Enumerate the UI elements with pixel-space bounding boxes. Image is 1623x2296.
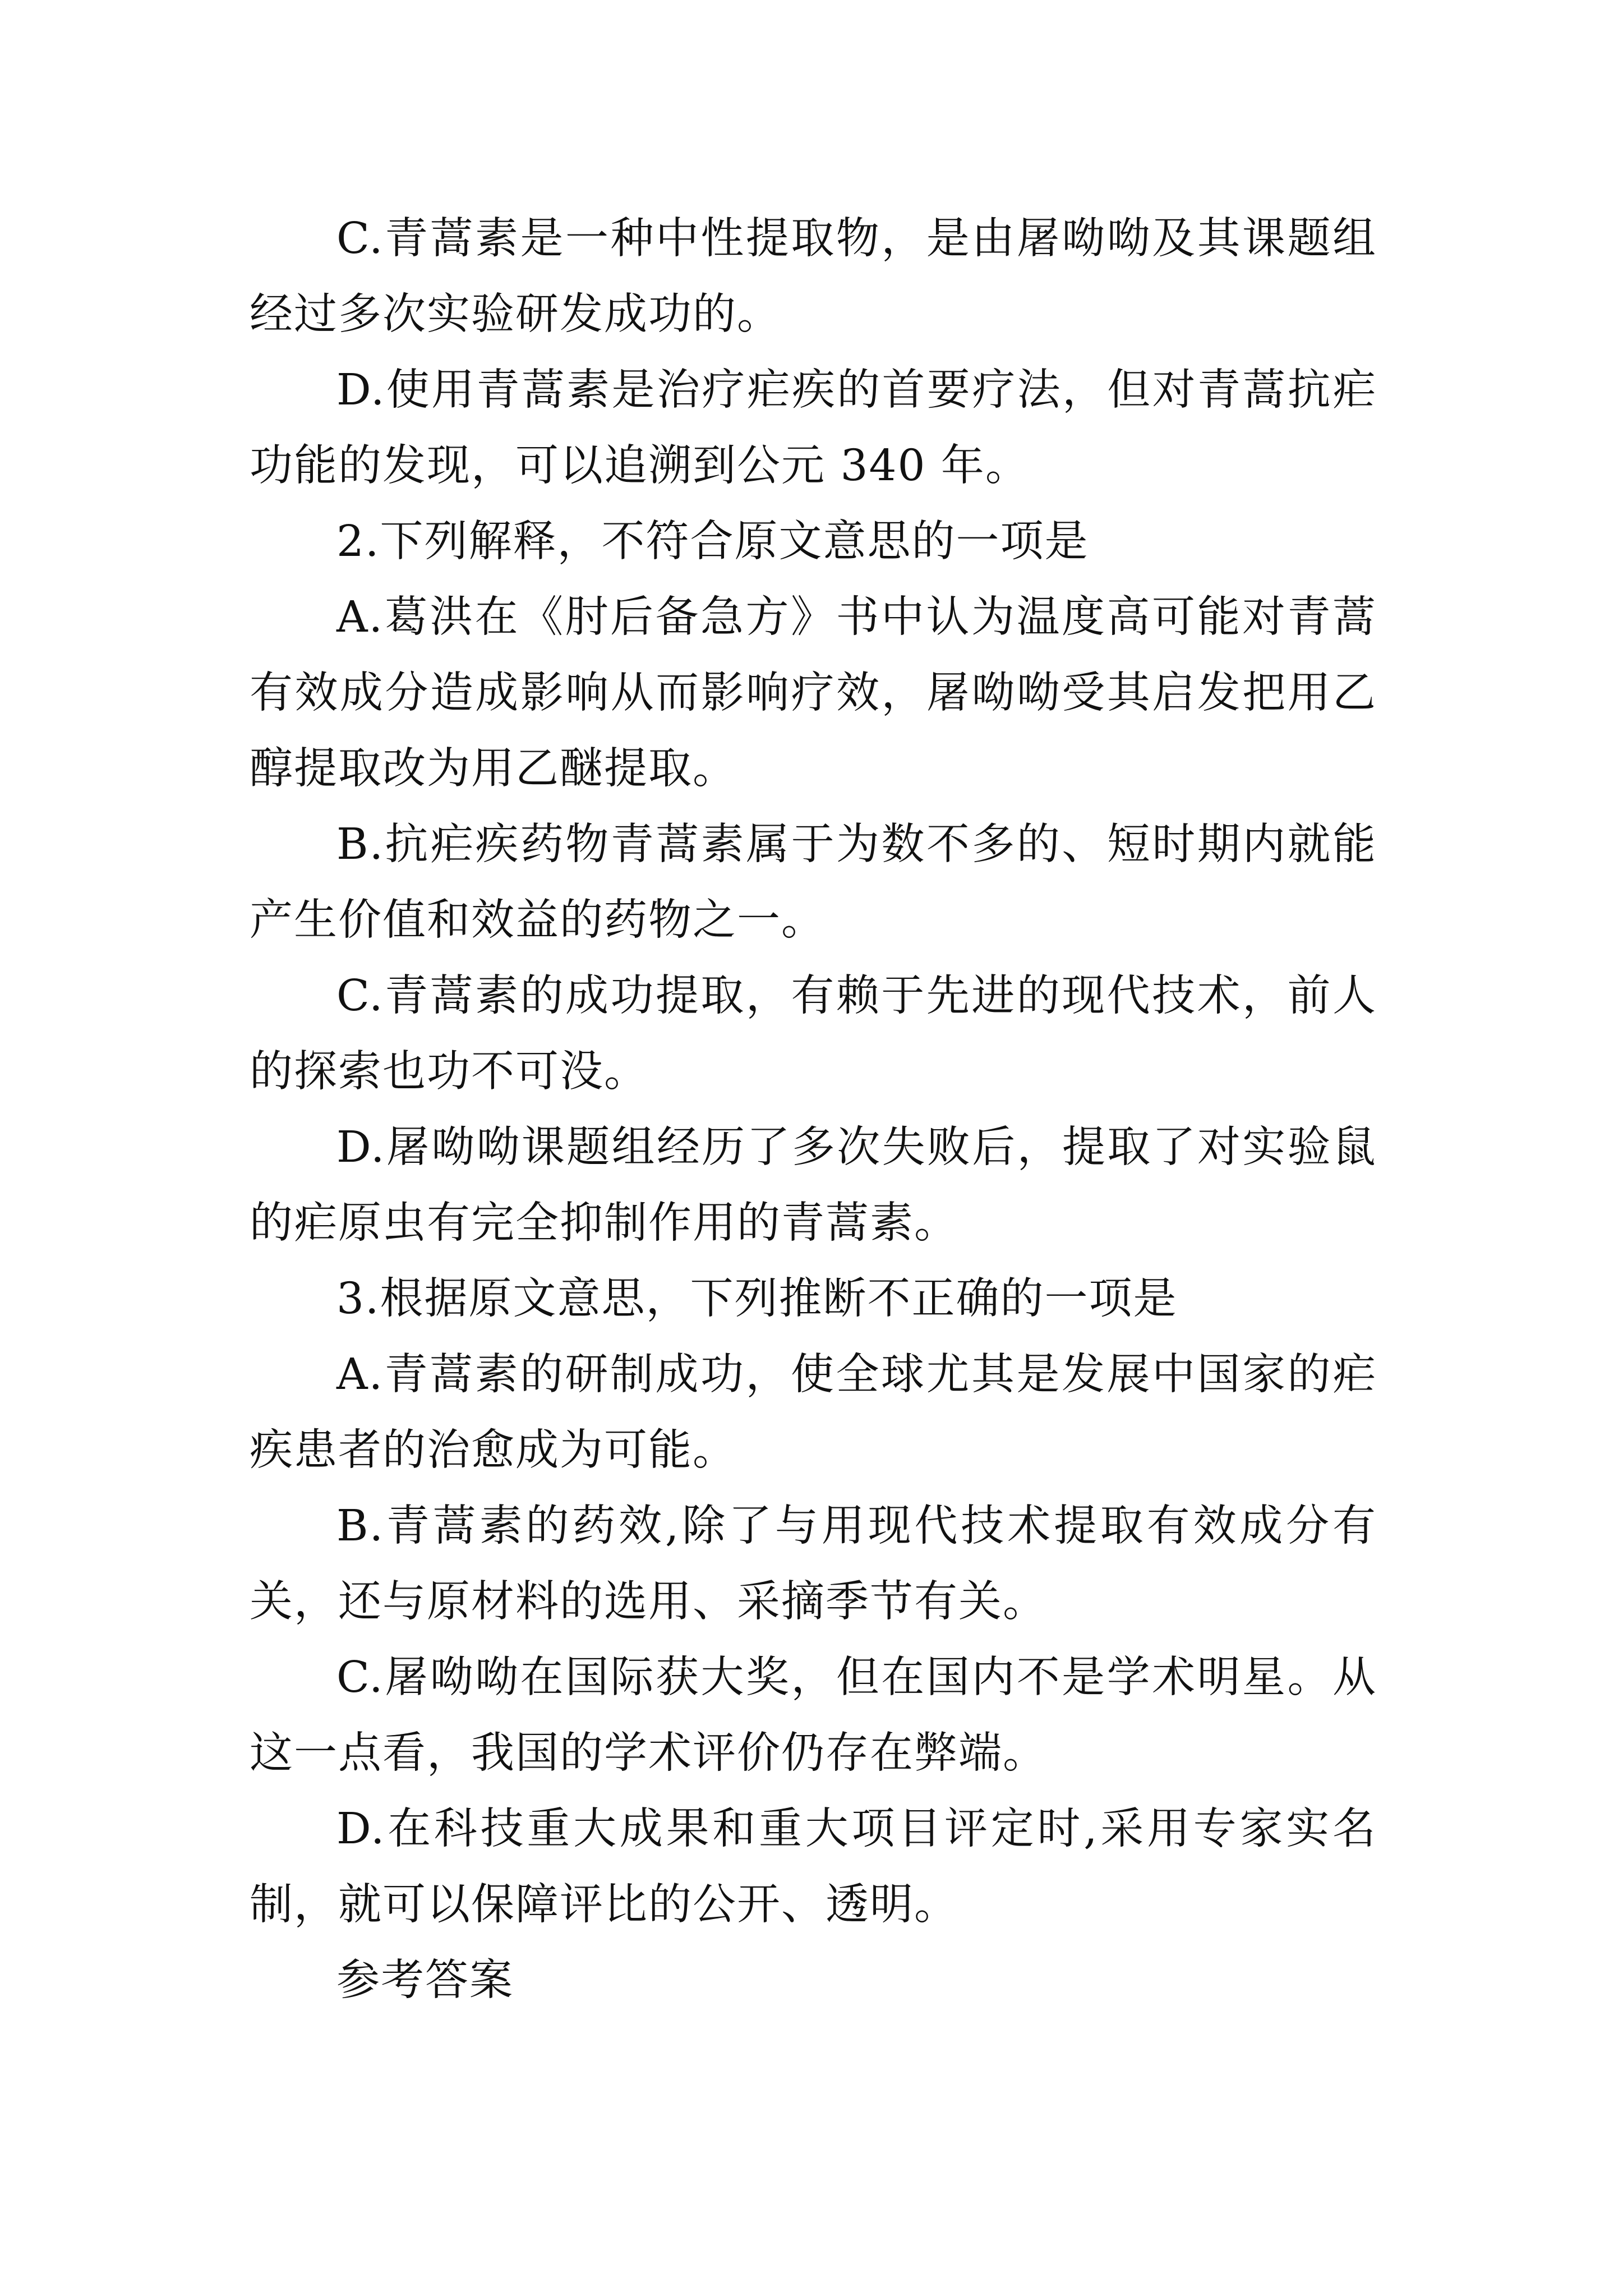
option-b-q3: B.青蒿素的药效,除了与用现代技术提取有效成分有关，还与原材料的选用、采摘季节有关。 xyxy=(250,1501,1377,1627)
option-a-q3: A.青蒿素的研制成功，使全球尤其是发展中国家的疟疾患者的治愈成为可能。 xyxy=(250,1350,1377,1475)
option-c-q3: C.屠呦呦在国际获大奖，但在国内不是学术明星。从这一点看，我国的学术评价仍存在弊端。 xyxy=(250,1653,1377,1778)
option-d-q1: D.使用青蒿素是治疗疟疾的首要疗法，但对青蒿抗疟功能的发现，可以追溯到公元 340 年。 xyxy=(250,365,1377,491)
option-b-q2: B.抗疟疾药物青蒿素属于为数不多的、短时期内就能产生价值和效益的药物之一。 xyxy=(250,820,1377,945)
option-c-q2: C.青蒿素的成功提取，有赖于先进的现代技术，前人的探索也功不可没。 xyxy=(250,971,1377,1097)
question-2: 2.下列解释，不符合原文意思的一项是 xyxy=(336,517,1089,567)
question-3: 3.根据原文意思，下列推断不正确的一项是 xyxy=(336,1274,1178,1324)
answer-heading: 参考答案 xyxy=(336,1955,514,2005)
option-c-q1: C.青蒿素是一种中性提取物，是由屠呦呦及其课题组经过多次实验研发成功的。 xyxy=(250,214,1377,339)
option-a-q2: A.葛洪在《肘后备急方》书中认为温度高可能对青蒿有效成分造成影响从而影响疗效，屠呦呦受其启发把用乙醇提取改为用乙醚提取。 xyxy=(250,592,1377,794)
option-d-q3: D.在科技重大成果和重大项目评定时,采用专家实名制，就可以保障评比的公开、透明。 xyxy=(250,1804,1377,1930)
document-body xyxy=(250,201,1377,2018)
option-d-q2: D.屠呦呦课题组经历了多次失败后，提取了对实验鼠的疟原虫有完全抑制作用的青蒿素。 xyxy=(250,1122,1377,1248)
